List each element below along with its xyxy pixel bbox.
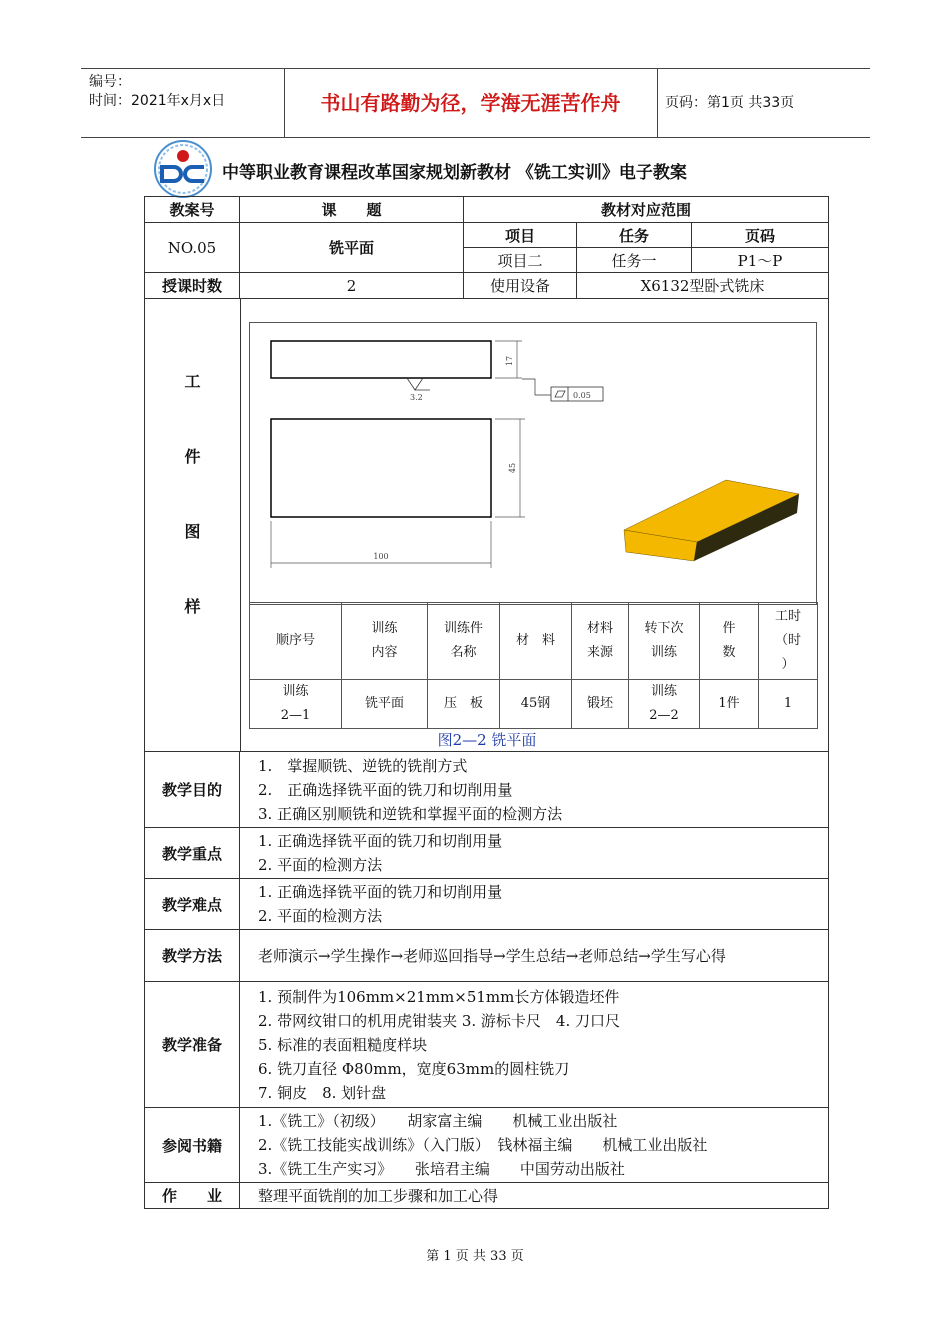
training-cell: 45钢 [500, 680, 572, 729]
training-header: 工时 （时 ） [759, 603, 818, 680]
label-char: 件 [184, 447, 201, 466]
training-cell: 训练 2—2 [629, 680, 700, 729]
flatness-icon [555, 391, 565, 397]
training-table [249, 602, 818, 729]
motto: 书山有路勤为径，学海无涯苦作舟 [320, 91, 621, 115]
workpiece-drawing-cell [145, 299, 829, 752]
goal-item: 2. 正确选择铣平面的铣刀和切削用量 [258, 780, 513, 799]
hours-value: 2 [240, 273, 464, 299]
lesson-no: NO.05 [145, 223, 240, 273]
task-label: 任务 [577, 223, 692, 248]
page-info: 页码：第1页 共33页 [665, 95, 795, 111]
prep-item: 7. 铜皮 8. 划针盘 [258, 1083, 387, 1102]
page-header [81, 68, 870, 138]
training-header: 材 料 [500, 603, 572, 680]
document-title: 中等职业教育课程改革国家规划新教材 《铣工实训》电子教案 [222, 163, 687, 183]
flatness-tolerance: 0.05 [573, 391, 591, 400]
dim-thickness: 17 [505, 355, 514, 367]
topic: 铣平面 [240, 223, 464, 273]
training-cell: 压 板 [428, 680, 500, 729]
page-label: 页码 [692, 223, 829, 248]
figure-caption: 图2—2 铣平面 [437, 731, 537, 749]
page-footer: 第 1 页 共 33 页 [426, 1249, 524, 1264]
training-cell: 1 [759, 680, 818, 729]
training-cell: 1件 [700, 680, 759, 729]
key-label: 教学重点 [145, 828, 240, 879]
roughness-symbol [407, 378, 430, 390]
key-item: 1. 正确选择铣平面的铣刀和切削用量 [258, 832, 503, 850]
training-header: 转下次 训练 [629, 603, 700, 680]
label-char: 样 [184, 597, 201, 616]
training-header: 顺序号 [250, 603, 342, 680]
prep-item: 6. 铣刀直径 Φ80mm，宽度63mm的圆柱铣刀 [258, 1059, 570, 1078]
ref-item: 2.《铣工技能实战训练》（入门版） 钱林福主编 机械工业出版社 [258, 1136, 708, 1154]
ref-label: 参阅书籍 [145, 1108, 240, 1183]
homework-label: 作 业 [145, 1183, 240, 1209]
goal-label: 教学目的 [145, 752, 240, 828]
pages-value: P1～P [692, 248, 829, 273]
training-header: 材料 来源 [572, 603, 629, 680]
time-label: 时间：2021年x月x日 [89, 93, 226, 109]
prep-item: 2. 带网纹钳口的机用虎钳装夹 3. 游标卡尺 4. 刀口尺 [258, 1011, 621, 1030]
dim-length: 100 [373, 552, 389, 561]
front-view-rect [271, 419, 491, 517]
hours-label: 授课时数 [145, 273, 240, 299]
header-meta [89, 73, 225, 111]
ref-item: 3.《铣工生产实习》 张培君主编 中国劳动出版社 [258, 1160, 625, 1178]
difficulty-item: 1. 正确选择铣平面的铣刀和切削用量 [258, 883, 503, 901]
prep-label: 教学准备 [145, 982, 240, 1108]
difficulty-list [240, 879, 829, 930]
goal-item: 3. 正确区别顺铣和逆铣和掌握平面的检测方法 [258, 804, 563, 823]
engineering-drawing [249, 322, 817, 605]
prep-list [240, 982, 829, 1108]
project-label: 项目 [464, 223, 577, 248]
training-cell: 铣平面 [342, 680, 428, 729]
side-view-rect [271, 341, 491, 378]
difficulty-label: 教学难点 [145, 879, 240, 930]
equipment-label: 使用设备 [464, 273, 577, 299]
label-char: 图 [184, 522, 201, 541]
prep-item: 1. 预制件为106mm×21mm×51mm长方体锻造坯件 [258, 987, 620, 1006]
training-cell: 训练 2—1 [250, 680, 342, 729]
prep-item: 5. 标准的表面粗糙度样块 [258, 1035, 428, 1054]
goal-list [240, 752, 829, 828]
equipment-value: X6132型卧式铣床 [577, 273, 829, 299]
homework-value: 整理平面铣削的加工步骤和加工心得 [240, 1183, 829, 1209]
drawing-svg [250, 323, 816, 604]
project-value: 项目二 [464, 248, 577, 273]
workpiece-drawing-label [145, 369, 240, 669]
label-char: 工 [184, 372, 201, 391]
scope-label: 教材对应范围 [464, 197, 829, 223]
number-label: 编号： [89, 74, 131, 90]
ref-item: 1.《铣工》（初级） 胡家富主编 机械工业出版社 [258, 1112, 618, 1130]
training-header: 件 数 [700, 603, 759, 680]
dim-width: 45 [508, 462, 517, 474]
goal-item: 1. 掌握顺铣、逆铣的铣削方式 [258, 756, 468, 775]
lesson-no-label: 教案号 [145, 197, 240, 223]
method-label: 教学方法 [145, 930, 240, 982]
key-item: 2. 平面的检测方法 [258, 856, 383, 874]
training-header: 训练 内容 [342, 603, 428, 680]
training-cell: 锻坯 [572, 680, 629, 729]
key-list [240, 828, 829, 879]
ref-list [240, 1108, 829, 1183]
difficulty-item: 2. 平面的检测方法 [258, 907, 383, 925]
topic-label: 课 题 [240, 197, 464, 223]
lesson-plan-table [144, 196, 829, 1209]
training-header: 训练件 名称 [428, 603, 500, 680]
divider [657, 69, 658, 137]
school-logo-icon [150, 139, 216, 199]
roughness-value: 3.2 [410, 393, 423, 402]
task-value: 任务一 [577, 248, 692, 273]
method-value: 老师演示→学生操作→老师巡回指导→学生总结→老师总结→学生写心得 [240, 930, 829, 982]
